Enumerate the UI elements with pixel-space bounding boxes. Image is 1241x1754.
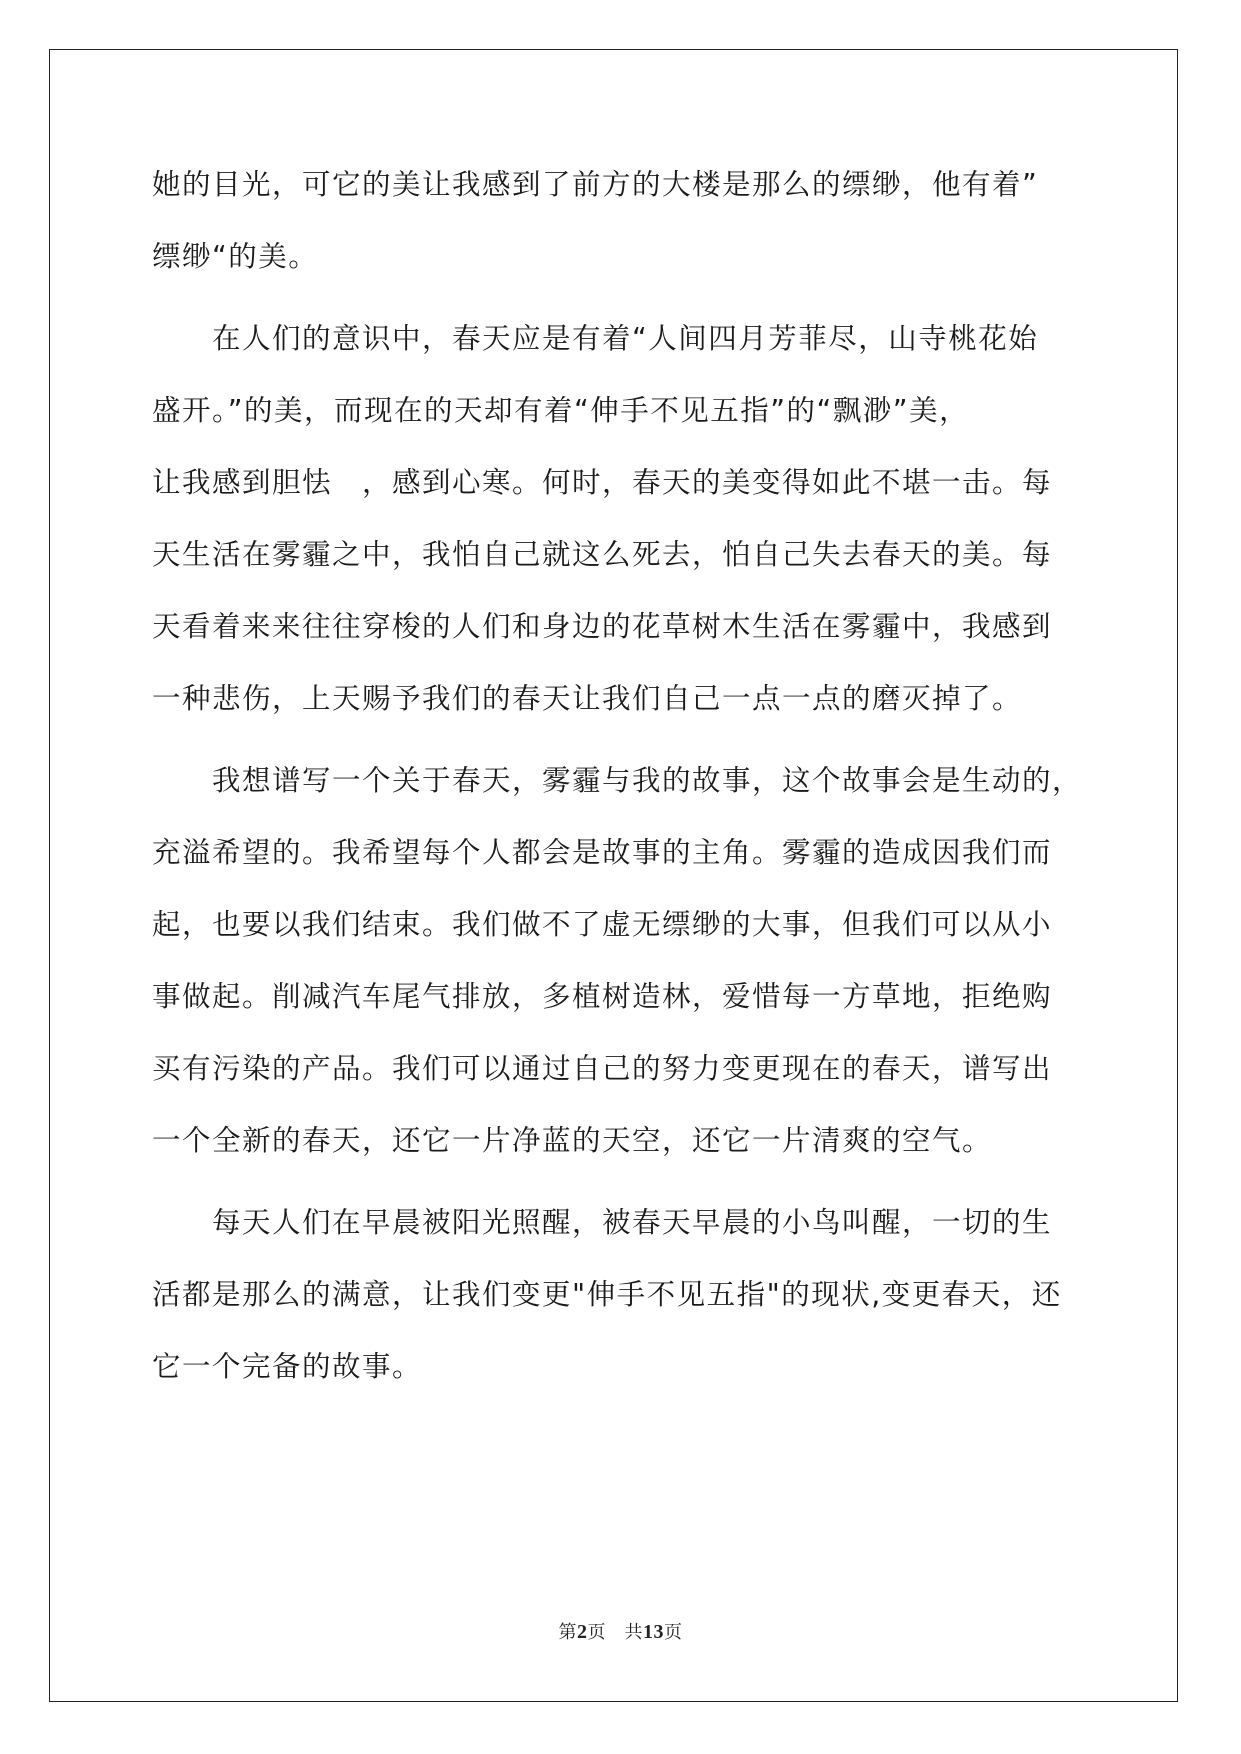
text-line: 买有污染的产品。我们可以通过自己的努力变更现在的春天，谱写出 (152, 1052, 1053, 1085)
text-line: 在人们的意识中，春天应是有着“人间四月芳菲尽，山寺桃花始 (152, 322, 1039, 355)
text-line: 起，也要以我们结束。我们做不了虚无缥缈的大事，但我们可以从小 (152, 908, 1053, 941)
text-line: 事做起。削减汽车尾气排放，多植树造林，爱惜每一方草地，拒绝购 (152, 980, 1053, 1013)
text-line: 盛开。”的美，而现在的天却有着“伸手不见五指”的“飘渺”美， (152, 394, 970, 427)
text-line: 它一个完备的故事。 (152, 1350, 423, 1383)
text-line: 她的目光，可它的美让我感到了前方的大楼是那么的缥缈，他有着” (152, 168, 1039, 201)
text-line: 一种悲伤，上天赐予我们的春天让我们自己一点一点的磨灭掉了。 (152, 682, 1023, 715)
text-line: 缥缈“的美。 (152, 240, 319, 273)
text-line: 天看着来来往往穿梭的人们和身边的花草树木生活在雾霾中，我感到 (152, 610, 1053, 643)
text-line: 充溢希望的。我希望每个人都会是故事的主角。雾霾的造成因我们而 (152, 836, 1053, 869)
text-line: 活都是那么的满意，让我们变更"伸手不见五指"的现状,变更春天，还 (152, 1278, 1062, 1311)
page-border (49, 49, 1178, 1702)
footer-middle: 页 共 (587, 1622, 643, 1643)
total-page-count: 13 (643, 1621, 664, 1643)
current-page-number: 2 (577, 1621, 588, 1643)
text-line: 每天人们在早晨被阳光照醒，被春天早晨的小鸟叫醒，一切的生 (152, 1206, 1053, 1239)
text-line: 一个全新的春天，还它一片净蓝的天空，还它一片清爽的空气。 (152, 1124, 993, 1157)
footer-suffix: 页 (664, 1622, 683, 1643)
footer-prefix: 第 (558, 1622, 577, 1643)
text-line: 我想谱写一个关于春天，雾霾与我的故事，这个故事会是生动的， (152, 764, 1083, 797)
text-line: 天生活在雾霾之中，我怕自己就这么死去，怕自己失去春天的美。每 (152, 538, 1053, 571)
text-line: 让我感到胆怯 ，感到心寒。何时，春天的美变得如此不堪一击。每 (152, 466, 1053, 499)
page-footer (0, 1618, 1241, 1644)
